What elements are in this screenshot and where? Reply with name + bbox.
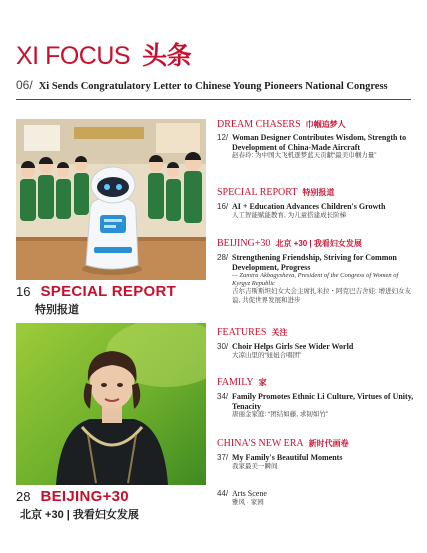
page-number: 37/ xyxy=(217,453,229,462)
toc-item[interactable] xyxy=(217,253,417,305)
article-quote: — Zamira Akbagysheva, President of the Congress of Women of Kyrgyz Republic xyxy=(232,272,399,287)
special-report-label-cn: 特别报道 xyxy=(35,304,79,316)
article-title: AI + Education Advances Children's Growth xyxy=(232,202,386,211)
beijing-caption[interactable] xyxy=(16,488,211,522)
page-number: 44/ xyxy=(217,489,229,498)
page-number: 12/ xyxy=(217,133,229,142)
beijing-page: 28 xyxy=(16,489,31,504)
section-beijing-30 xyxy=(217,238,362,249)
toc-item[interactable] xyxy=(217,392,417,420)
section-special-report xyxy=(217,187,334,198)
section-title-cn: 北京 +30 | 我看妇女发展 xyxy=(275,239,362,248)
lead-page-number: 06/ xyxy=(16,78,33,92)
page-number: 30/ xyxy=(217,342,229,351)
section-dream-chasers xyxy=(217,119,346,130)
title-cn: 头条 xyxy=(142,42,192,70)
section-title-cn: 特别报道 xyxy=(302,188,335,197)
toc-item[interactable] xyxy=(217,202,417,220)
section-title-cn: 巾帼追梦人 xyxy=(305,120,346,129)
title-en: XI FOCUS xyxy=(16,42,131,70)
article-title: Choir Helps Girls See Wider World xyxy=(232,342,354,351)
article-title-cn: 雅风 · 家园 xyxy=(232,498,264,506)
toc-item[interactable] xyxy=(217,453,417,471)
article-title: Woman Designer Contributes Wisdom, Strength to Development of China-Made Aircraft xyxy=(232,133,407,152)
section-title: SPECIAL REPORT xyxy=(217,187,298,198)
special-report-label: SPECIAL REPORT xyxy=(40,283,177,300)
article-title: Arts Scene xyxy=(232,489,267,498)
article-title: My Family's Beautiful Moments xyxy=(232,453,343,462)
article-title-cn: 人工智能赋能教育, 为儿童搭建成长阶梯 xyxy=(232,211,347,219)
lead-title: Xi Sends Congratulatory Letter to Chinese Young Pioneers National Congress xyxy=(38,81,388,92)
portrait-photo xyxy=(16,323,206,485)
section-family xyxy=(217,377,267,388)
article-title: Family Promotes Ethnic Li Culture, Virtues of Unity, Tenacity xyxy=(232,392,414,411)
section-features xyxy=(217,327,287,338)
section-title: BEIJING+30 xyxy=(217,238,271,249)
article-title-cn: 大凉山里的“妞妞合唱团” xyxy=(232,351,302,359)
special-report-page: 16 xyxy=(16,284,31,299)
article-title: Strengthening Friendship, Striving for Common Development, Progress xyxy=(232,253,397,272)
toc-item[interactable] xyxy=(217,342,417,360)
beijing-label-cn: 北京 +30 | 我看妇女发展 xyxy=(20,509,139,521)
section-title-cn: 新时代画卷 xyxy=(308,439,349,448)
section-title: FAMILY xyxy=(217,377,254,388)
page-number: 34/ xyxy=(217,392,229,401)
article-title-cn: 吉尔吉斯斯坦妇女大会主席扎米拉・阿克巴吉舍娃: 增进妇女友谊, 共促世界发展和进步 xyxy=(232,288,412,304)
article-title-cn: 唐丽金家庭: “团结如藤, 求韧如竹” xyxy=(232,411,329,418)
portrait-image xyxy=(16,323,206,485)
section-title: FEATURES xyxy=(217,327,267,338)
toc-item[interactable] xyxy=(217,133,417,161)
lead-article[interactable] xyxy=(16,78,388,92)
page-number: 28/ xyxy=(217,253,229,262)
section-title-cn: 关注 xyxy=(271,328,288,337)
robot-classroom-image xyxy=(16,119,206,280)
beijing-label: BEIJING+30 xyxy=(40,488,129,505)
robot-classroom-photo xyxy=(16,119,206,280)
article-title-cn: 我家最美一瞬间 xyxy=(232,462,278,470)
section-title: CHINA'S NEW ERA xyxy=(217,438,304,449)
toc-item[interactable] xyxy=(217,489,417,507)
page-title xyxy=(16,36,191,72)
section-title-cn: 家 xyxy=(258,378,267,387)
article-title-cn: 赵春玲: 为中国大飞机逐梦蓝天贡献“最美巾帼力量” xyxy=(232,152,377,159)
header-divider xyxy=(16,99,411,100)
special-report-caption[interactable] xyxy=(16,283,211,317)
page-number: 16/ xyxy=(217,202,229,211)
section-chinas-new-era xyxy=(217,438,349,449)
section-title: DREAM CHASERS xyxy=(217,119,301,130)
